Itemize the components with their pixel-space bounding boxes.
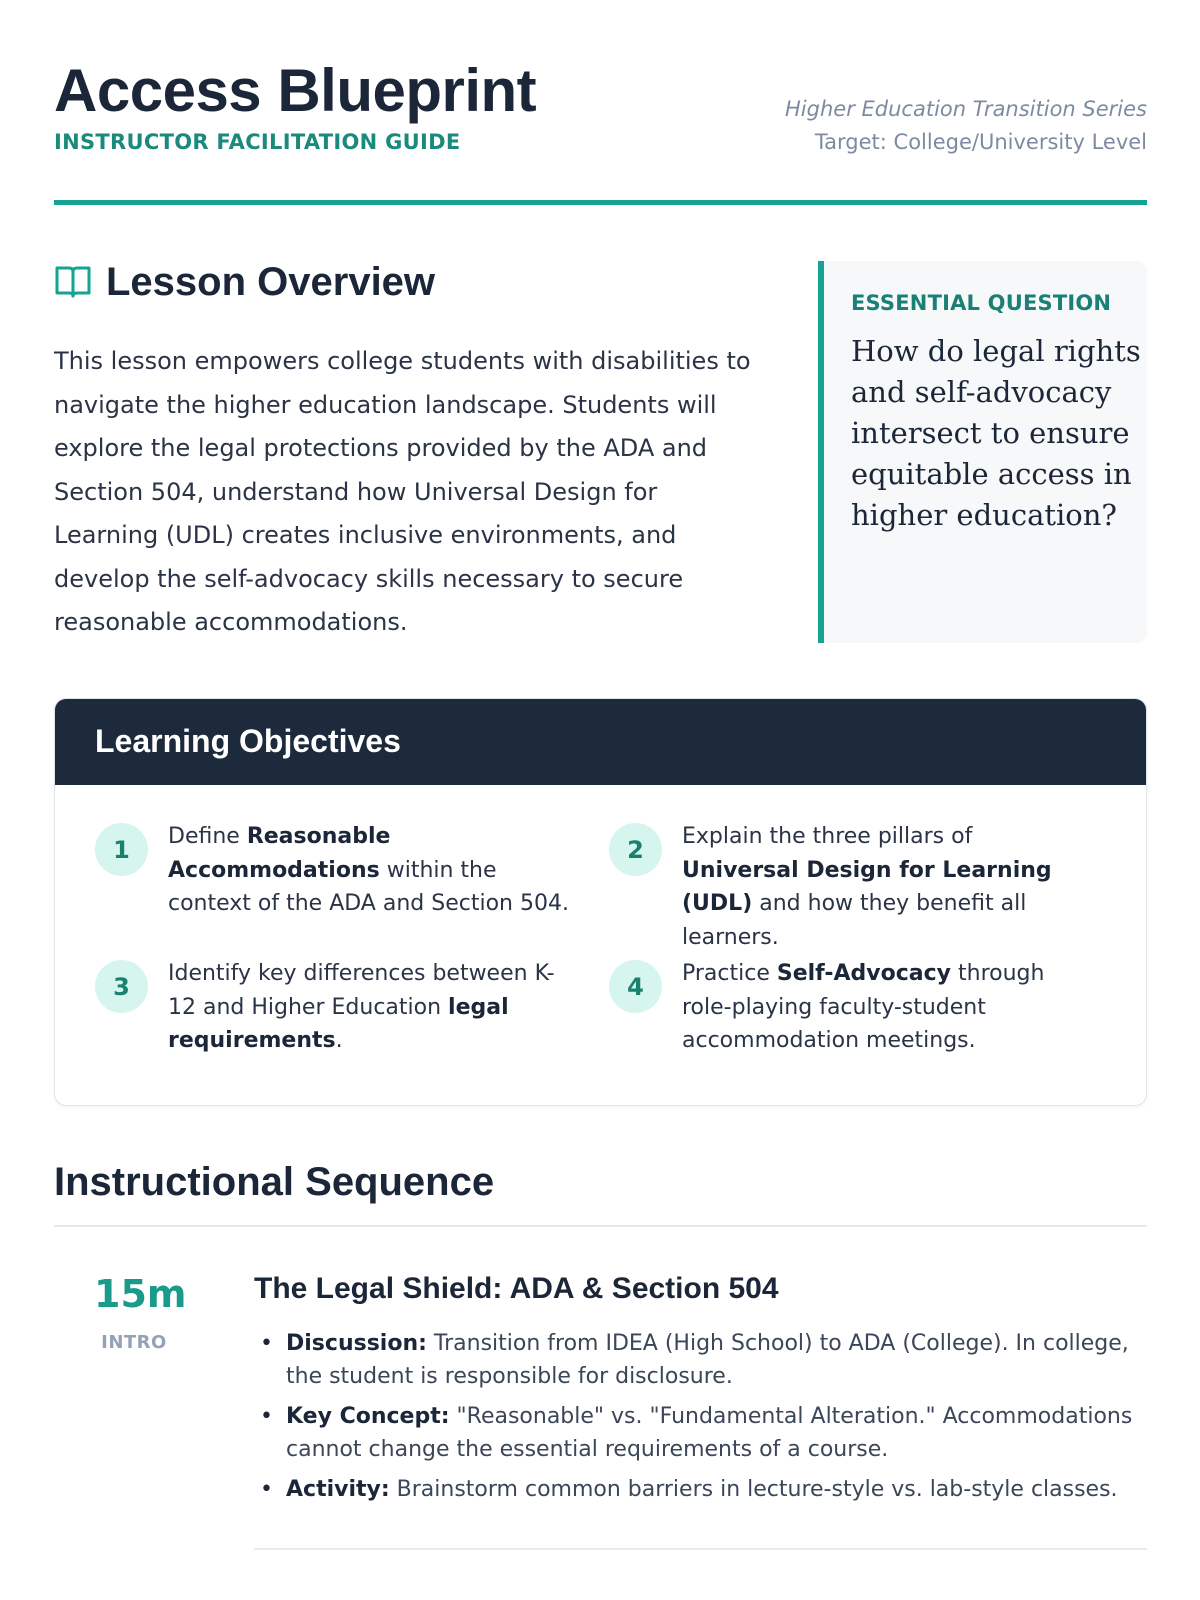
sequence-divider xyxy=(54,1225,1147,1227)
objectives-title: Learning Objectives xyxy=(95,723,401,759)
sequence-title: Instructional Sequence xyxy=(54,1160,495,1204)
document-title: Access Blueprint xyxy=(54,57,537,124)
document-subtitle: INSTRUCTOR FACILITATION GUIDE xyxy=(54,130,461,154)
series-name: Higher Education Transition Series xyxy=(785,97,1147,121)
step-phase: INTRO xyxy=(101,1332,167,1353)
step-title: The Legal Shield: ADA & Section 504 xyxy=(254,1272,779,1305)
step-divider xyxy=(254,1548,1147,1550)
objective-text: Explain the three pillars of Universal Design for Learning (UDL) and how they benefit all learners. xyxy=(682,824,1052,950)
essential-question-text: How do legal rights and self-advocacy intersect to ensure equitable access in higher education? xyxy=(851,334,1141,532)
step-bullet: • Discussion: Transition from IDEA (High School) to ADA (College). In college, the student is responsible for disclosure. xyxy=(254,1327,1147,1393)
objective-number: 2 xyxy=(609,823,662,876)
step-bullet-list xyxy=(254,1327,1147,1513)
overview-heading xyxy=(54,260,435,304)
lesson-guide-page xyxy=(54,0,1147,1600)
step-duration: 15m xyxy=(94,1272,187,1316)
overview-text: This lesson empowers college students with disabilities to navigate the higher education landscape. Students will explore the legal protections provided by the ADA and Section 504, understand how Universal Design for Learning (UDL) creates inclusive environments, and develop the self-advocacy skills necessary to secure reasonable accommodations. xyxy=(54,347,751,636)
objective-number: 4 xyxy=(609,960,662,1013)
header-divider xyxy=(54,200,1147,205)
essential-question-label: ESSENTIAL QUESTION xyxy=(851,291,1112,315)
objectives-header xyxy=(55,699,1146,785)
objective-text: Define Reasonable Accommodations within the context of the ADA and Section 504. xyxy=(168,824,569,916)
step-bullet: • Key Concept: "Reasonable" vs. "Fundamental Alteration." Accommodations cannot change the essential requirements of a course. xyxy=(254,1400,1147,1466)
essential-question-box xyxy=(818,261,1147,643)
objectives-card xyxy=(54,698,1147,1106)
objective-number: 3 xyxy=(95,960,148,1013)
objective-text: Practice Self-Advocacy through role-playing faculty-student accommodation meetings. xyxy=(682,961,1045,1053)
objective-text: Identify key differences between K-12 and Higher Education legal requirements. xyxy=(168,961,555,1053)
overview-title: Lesson Overview xyxy=(106,259,436,304)
step-bullet: • Activity: Brainstorm common barriers in lecture-style vs. lab-style classes. xyxy=(254,1473,1147,1506)
target-level: Target: College/University Level xyxy=(814,130,1147,154)
book-open-icon xyxy=(54,264,92,300)
objective-number: 1 xyxy=(95,823,148,876)
document-header xyxy=(54,50,1147,210)
